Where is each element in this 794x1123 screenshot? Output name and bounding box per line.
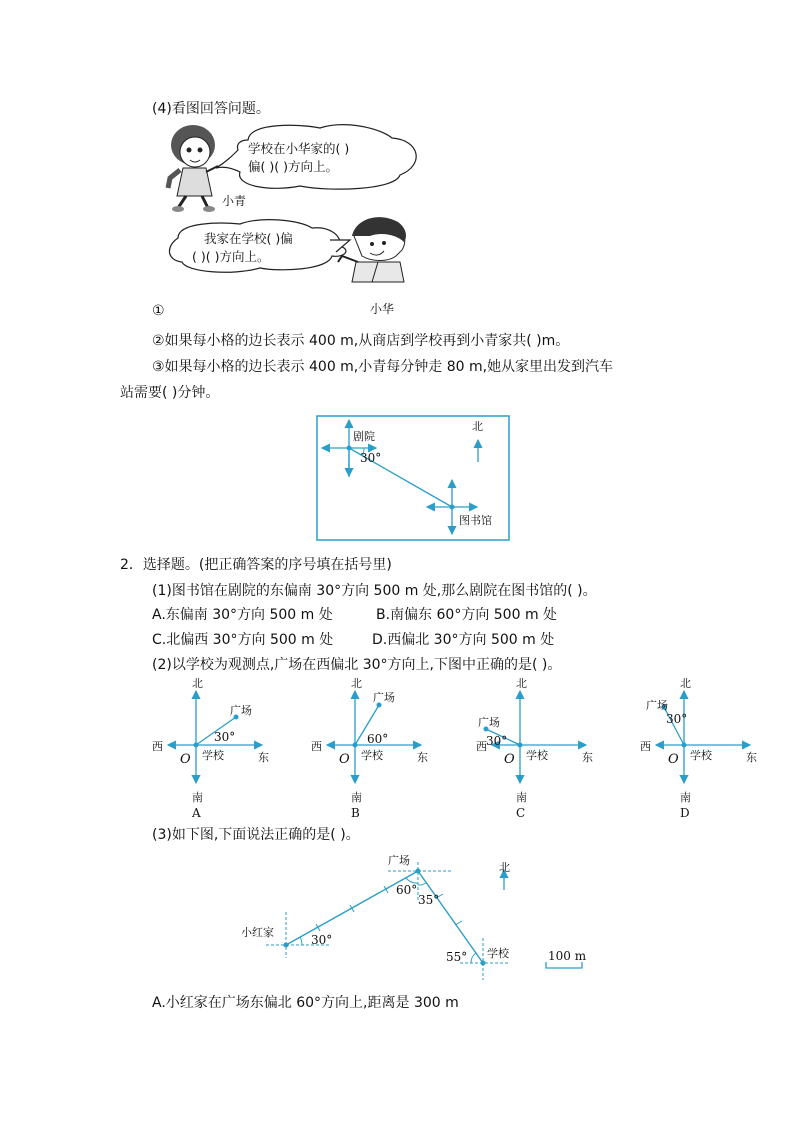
- compass-west-label: 西: [311, 740, 322, 753]
- compass-option-letter: C: [516, 806, 526, 820]
- q4-item3-line1: ③如果每小格的边长表示 400 m,小青每分钟走 80 m,她从家里出发到汽车: [152, 359, 614, 375]
- q2-s1-option-b: B.南偏东 60°方向 500 m 处: [376, 607, 558, 623]
- map-theater-label: 剧院: [353, 430, 375, 443]
- compass-option-letter: B: [351, 806, 360, 820]
- compass-south-label: 南: [680, 791, 691, 804]
- compass-east-label: 东: [582, 751, 593, 764]
- q2-s1-option-c: C.北偏西 30°方向 500 m 处: [152, 632, 334, 648]
- compass-origin-label: O: [668, 752, 679, 767]
- route-angle-35: 35°: [418, 893, 440, 907]
- compass-east-label: 东: [258, 751, 269, 764]
- compass-angle-label: 30°: [214, 730, 236, 744]
- route-square-label: 广场: [388, 854, 410, 867]
- q2-s3: (3)如下图,下面说法正确的是( )。: [152, 827, 360, 843]
- map-angle-label: 30°: [360, 451, 382, 465]
- route-angle-30: 30°: [311, 933, 333, 947]
- compass-school-label: 学校: [361, 749, 383, 762]
- q4-item3-line2: 站需要( )分钟。: [120, 385, 220, 401]
- compass-origin-label: O: [504, 752, 515, 767]
- compass-east-label: 东: [746, 751, 757, 764]
- q2-s1: (1)图书馆在剧院的东偏南 30°方向 500 m 处,那么剧院在图书馆的( )。: [152, 583, 597, 599]
- compass-north-label: 北: [351, 677, 362, 690]
- compass-east-label: 东: [417, 751, 428, 764]
- q2-s1-option-a: A.东偏南 30°方向 500 m 处: [152, 607, 333, 623]
- bubble2-line2: ( )( )方向上。: [192, 249, 270, 264]
- route-angle-55: 55°: [446, 950, 468, 964]
- q2-s2: (2)以学校为观测点,广场在西偏北 30°方向上,下图中正确的是( )。: [152, 657, 562, 673]
- compass-south-label: 南: [192, 791, 203, 804]
- bubble1-line1: 学校在小华家的( ): [248, 141, 350, 156]
- compass-west-label: 西: [476, 740, 487, 753]
- compass-school-label: 学校: [202, 749, 224, 762]
- q2-s1-option-d: D.西偏北 30°方向 500 m 处: [372, 632, 555, 648]
- compass-square-label: 广场: [646, 699, 668, 712]
- map-north-label: 北: [472, 420, 483, 433]
- bubble2-line1: 我家在学校( )偏: [204, 231, 293, 246]
- bubble1-line2: 偏( )( )方向上。: [248, 159, 338, 174]
- compass-square-label: 广场: [373, 691, 395, 704]
- q4-item2: ②如果每小格的边长表示 400 m,从商店到学校再到小青家共( )m。: [152, 333, 570, 349]
- compass-origin-label: O: [180, 752, 191, 767]
- map-library-label: 图书馆: [459, 514, 492, 527]
- compass-west-label: 西: [152, 740, 163, 753]
- compass-origin-label: O: [339, 752, 350, 767]
- compass-angle-label: 30°: [486, 734, 508, 748]
- route-school-label: 学校: [487, 947, 509, 960]
- compass-square-label: 广场: [478, 716, 500, 729]
- label-xiaohua: 小华: [370, 302, 395, 316]
- route-north-label: 北: [499, 861, 510, 874]
- compass-north-label: 北: [192, 677, 203, 690]
- compass-school-label: 学校: [690, 749, 712, 762]
- q2-s3-option-a: A.小红家在广场东偏北 60°方向上,距离是 300 m: [152, 995, 459, 1011]
- label-xiaoqing: 小青: [222, 194, 247, 208]
- q2-title: 2．选择题。(把正确答案的序号填在括号里): [120, 557, 392, 573]
- compass-south-label: 南: [351, 791, 362, 804]
- compass-school-label: 学校: [526, 749, 548, 762]
- q4-title: (4)看图回答问题。: [152, 101, 270, 117]
- compass-north-label: 北: [516, 677, 527, 690]
- compass-option-letter: D: [680, 806, 690, 820]
- compass-west-label: 西: [640, 740, 651, 753]
- compass-angle-label: 60°: [367, 732, 389, 746]
- compass-angle-label: 30°: [666, 712, 688, 726]
- route-scale-label: 100 m: [548, 949, 587, 963]
- compass-north-label: 北: [680, 677, 691, 690]
- compass-option-letter: A: [192, 806, 201, 820]
- compass-square-label: 广场: [230, 704, 252, 717]
- route-angle-60: 60°: [396, 883, 418, 897]
- route-home-label: 小红家: [241, 926, 274, 939]
- compass-south-label: 南: [516, 791, 527, 804]
- q4-item1: ①: [152, 303, 165, 319]
